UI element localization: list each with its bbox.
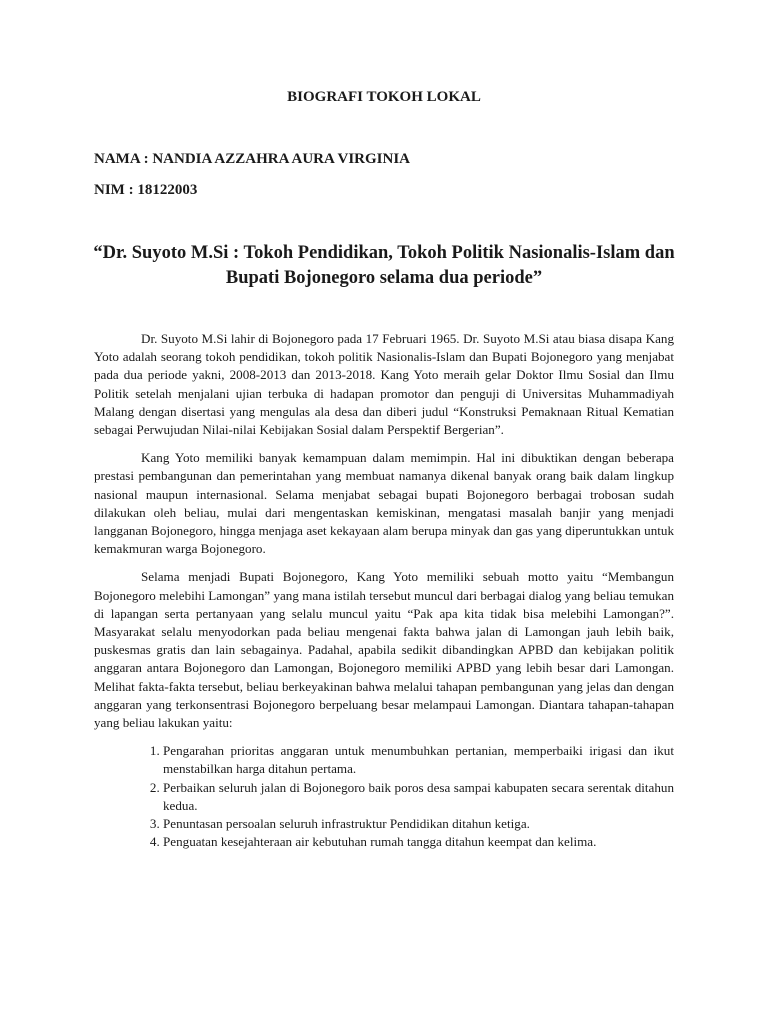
student-name: NAMA : NANDIA AZZAHRA AURA VIRGINIA <box>94 151 411 167</box>
document-body <box>94 330 674 851</box>
essay-title: “Dr. Suyoto M.Si : Tokoh Pendidikan, Tokoh Politik Nasionalis-Islam dan Bupati Bojonegoro selama dua periode” <box>93 243 675 288</box>
paragraph-2: Kang Yoto memiliki banyak kemampuan dalam memimpin. Hal ini dibuktikan dengan beberapa prestasi pembangunan dan pemerintahan yang membuat namanya dikenal banyak orang baik dalam lingkup nasional maupun internasional. Selama menjabat sebagai bupati Bojonegoro berbagai trobosan sudah dilakukan oleh beliau, mulai dari mengentaskan kemiskinan, mengatasi masalah banjir yang menjadi langganan Bojonegoro, hingga menjaga aset kekayaan alam berupa minyak dan gas yang diperuntukkan untuk kemakmuran warga Bojonegoro. <box>94 450 674 557</box>
paragraph-1: Dr. Suyoto M.Si lahir di Bojonegoro pada 17 Februari 1965. Dr. Suyoto M.Si atau biasa disapa Kang Yoto adalah seorang tokoh pendidikan, tokoh politik Nasionalis-Islam dan Bupati Bojonegoro yang menjabat pada dua periode yakni, 2008-2013 dan 2013-2018. Kang Yoto meraih gelar Doktor Ilmu Sosial dan Ilmu Politik setelah menjalani ujian terbuka di hadapan promotor dan penguji di Universitas Muhammadiyah Malang dengan disertasi yang mengulas ala desa dan diberi judul “Konstruksi Pemaknaan Ritual Kematian sebagai Perwujudan Nilai-nilai Kebijakan Sosial dalam Perspektif Bergerian”. <box>94 331 674 438</box>
list-item: 1. Pengarahan prioritas anggaran untuk menumbuhkan pertanian, memperbaiki irigasi dan ikut menstabilkan harga ditahun pertama. <box>163 742 674 778</box>
student-nim: NIM : 18122003 <box>94 182 198 198</box>
document-heading: BIOGRAFI TOKOH LOKAL <box>287 89 481 105</box>
list-item: 4. Penguatan kesejahteraan air kebutuhan rumah tangga ditahun keempat dan kelima. <box>163 833 674 851</box>
stages-list <box>94 742 674 851</box>
list-item: 2. Perbaikan seluruh jalan di Bojonegoro baik poros desa sampai kabupaten secara serentak ditahun kedua. <box>163 779 674 815</box>
paragraph-3: Selama menjadi Bupati Bojonegoro, Kang Yoto memiliki sebuah motto yaitu “Membangun Bojonegoro melebihi Lamongan” yang mana istilah tersebut muncul dari berbagai dialog yang beliau temukan di lapangan serta pertanyaan yang selalu muncul yaitu “Pak apa kita tidak bisa melebihi Lamongan?”. Masyarakat selalu menyodorkan pada beliau mengenai fakta bahwa jalan di Lamongan jauh lebih baik, puskesmas gratis dan lain sebagainya. Padahal, apabila sedikit dibandingkan APBD dan kebijakan politik anggaran antara Bojonegoro dan Lamongan, Bojonegoro memiliki APBD yang lebih besar dari Lamongan. Melihat fakta-fakta tersebut, beliau berkeyakinan bahwa melalui tahapan pembangunan yang jelas dan dengan anggaran yang terkonsentrasi Bojonegoro berpeluang besar melampaui Lamongan. Diantara tahapan-tahapan yang beliau lakukan yaitu: <box>94 569 674 731</box>
list-item: 3. Penuntasan persoalan seluruh infrastruktur Pendidikan ditahun ketiga. <box>163 815 674 833</box>
